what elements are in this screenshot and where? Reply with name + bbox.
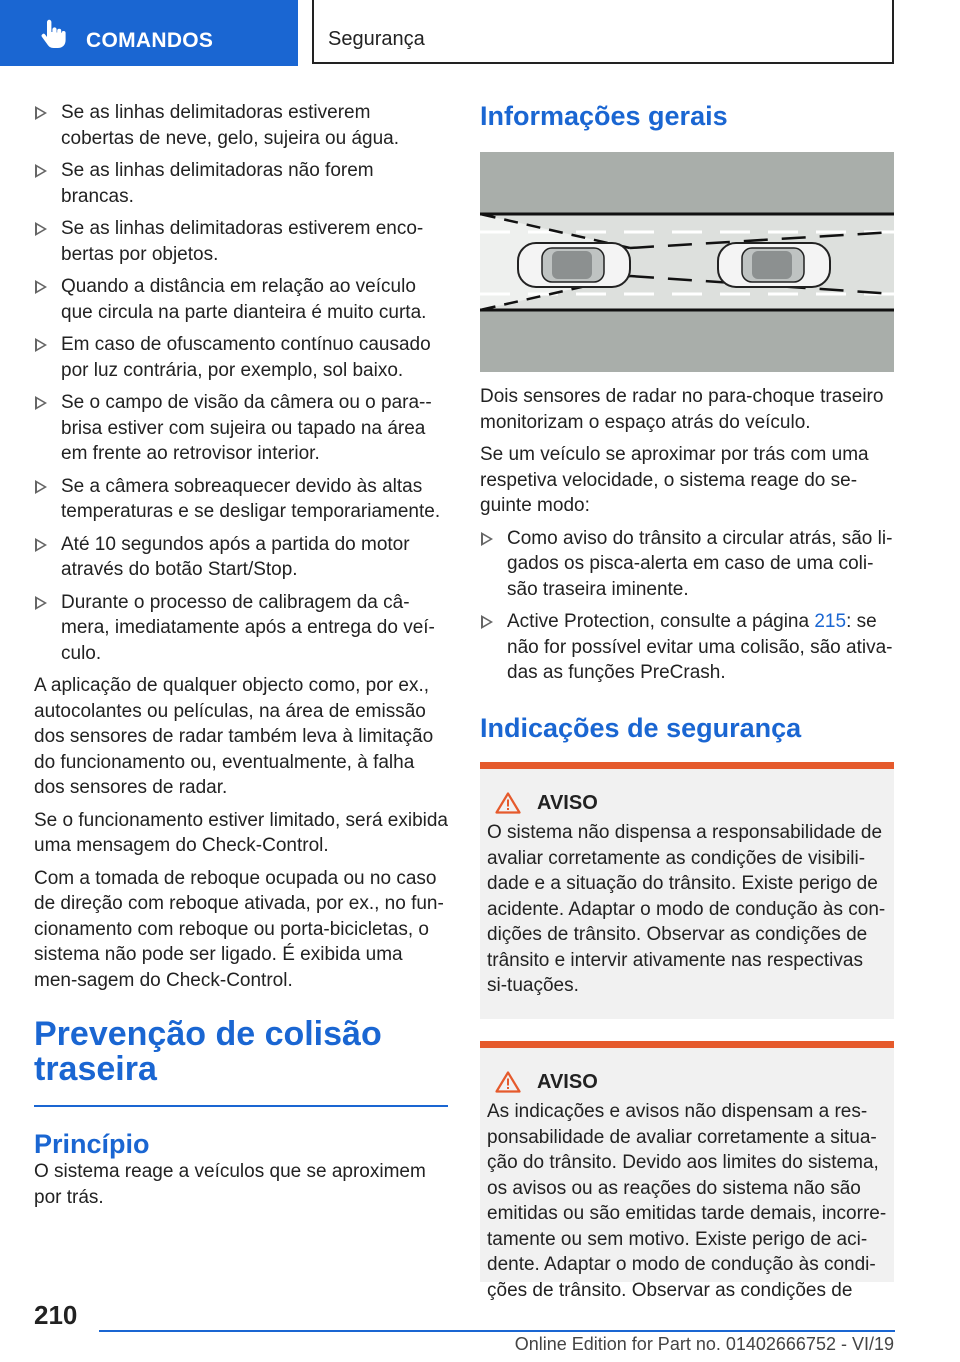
right-column — [480, 100, 894, 1301]
safety-heading: Indicações de segurança — [480, 712, 802, 743]
bullet-triangle-icon — [35, 338, 47, 352]
car-front — [718, 243, 830, 287]
radar-illustration — [480, 152, 894, 372]
section-label: COMANDOS — [86, 29, 214, 52]
warning-box — [480, 1041, 894, 1301]
edition-text: Online Edition for Part no. 01402666752 - VI/19 — [514, 1334, 894, 1354]
list-item: Active Protection, consulte a página 215: se não for possível evitar uma colisão, são ativa-das as funções PreCrash. — [480, 609, 894, 686]
limitations-list — [34, 100, 448, 666]
bullet-triangle-icon — [35, 164, 47, 178]
warning-title: AVISO — [537, 1070, 598, 1093]
warning-triangle-icon — [495, 792, 521, 814]
rear-radar-diagram — [480, 152, 894, 372]
page-number: 210 — [34, 1300, 78, 1330]
warning-text: O sistema não dispensa a responsabilidade de avaliar corretamente as condições de visibili-dade e a situação do trânsito. Existe perigo de acidente. Adaptar o modo de condução às con-dições de trânsito. Observar as condições de trânsito e intervir ativamente nas respectivas si-tuações. — [487, 822, 886, 996]
section-heading: Prevenção de colisão traseira — [34, 1017, 448, 1107]
warning-triangle-icon — [495, 1071, 521, 1093]
paragraph-sticker-note: A aplicação de qualquer objecto como, por ex., autocolantes ou películas, na área de emissão dos sensores de radar também leva à limitação do funcionamento ou, eventualmente, à falha dos sensores de radar. — [34, 675, 434, 798]
subsection-heading: Princípio — [34, 1129, 150, 1159]
list-item: Se as linhas delimitadoras estiverem enco-bertas por objetos. — [34, 216, 448, 267]
list-item: Até 10 segundos após a partida do motor através do botão Start/Stop. — [34, 532, 448, 583]
footer-rule — [99, 1330, 895, 1332]
principle-text: O sistema reage a veículos que se aproximem por trás. — [34, 1161, 426, 1208]
general-info-heading: Informações gerais — [480, 101, 728, 131]
hand-pointer-icon — [38, 20, 66, 50]
list-item: Em caso de ofuscamento contínuo causado por luz contrária, por exemplo, sol baixo. — [34, 332, 448, 383]
chapter-header — [312, 0, 894, 64]
list-item: Se o campo de visão da câmera ou o para--brisa estiver com sujeira ou tapado na área em frente ao retrovisor interior. — [34, 390, 448, 467]
list-item: Se as linhas delimitadoras não forem brancas. — [34, 158, 448, 209]
bullet-triangle-icon — [35, 396, 47, 410]
list-item: Durante o processo de calibragem da câ-mera, imediatamente após a entrega do veí-culo. — [34, 590, 448, 667]
figure-caption: Dois sensores de radar no para-choque traseiro monitorizam o espaço atrás do veículo. — [480, 386, 884, 433]
intro-text: Se um veículo se aproximar por trás com uma respetiva velocidade, o sistema reage do se-guinte modo: — [480, 444, 869, 516]
list-item: Como aviso do trânsito a circular atrás, são li-gados os pisca-alerta em caso de uma coli-são traseira iminente. — [480, 526, 894, 603]
page-link[interactable]: 215 — [814, 611, 847, 632]
bullet-triangle-icon — [481, 615, 493, 629]
reaction-list — [480, 526, 894, 686]
list-item: Quando a distância em relação ao veículo que circula na parte dianteira é muito curta. — [34, 274, 448, 325]
left-column — [34, 100, 448, 1217]
bullet-triangle-icon — [35, 480, 47, 494]
bullet-triangle-icon — [35, 106, 47, 120]
bullet-triangle-icon — [35, 538, 47, 552]
chapter-title: Segurança — [328, 28, 425, 50]
paragraph-check-control: Se o funcionamento estiver limitado, será exibida uma mensagem do Check-Control. — [34, 809, 449, 856]
list-item: Se as linhas delimitadoras estiverem cobertas de neve, gelo, sujeira ou água. — [34, 100, 448, 151]
warning-title: AVISO — [537, 791, 598, 814]
paragraph-tow-hitch: Com a tomada de reboque ocupada ou no caso de direção com reboque ativada, por ex., no fun-cionamento com reboque ou porta-bicicletas, o sistema não pode ser ligado. É exibida uma men-sagem do Check-Control. — [34, 867, 444, 991]
car-rear — [518, 243, 630, 287]
bullet-triangle-icon — [35, 280, 47, 294]
warning-box — [480, 762, 894, 1019]
bullet-triangle-icon — [35, 222, 47, 236]
warning-text: As indicações e avisos não dispensam a res-ponsabilidade de avaliar corretamente a situa-ção do trânsito. Devido aos limites do sistema, os avisos ou as reações do sistema não são emitidas ou são emitidas tarde demais, incorre-tamente ou sem motivo. Existe perigo de aci-dente. Adaptar o modo de condução às condi-ções de trânsito. Observar as condições de — [487, 1101, 887, 1301]
bullet-triangle-icon — [35, 596, 47, 610]
section-tab[interactable] — [0, 0, 298, 66]
list-item: Se a câmera sobreaquecer devido às altas temperaturas e se desligar temporariamente. — [34, 474, 448, 525]
bullet-triangle-icon — [481, 532, 493, 546]
